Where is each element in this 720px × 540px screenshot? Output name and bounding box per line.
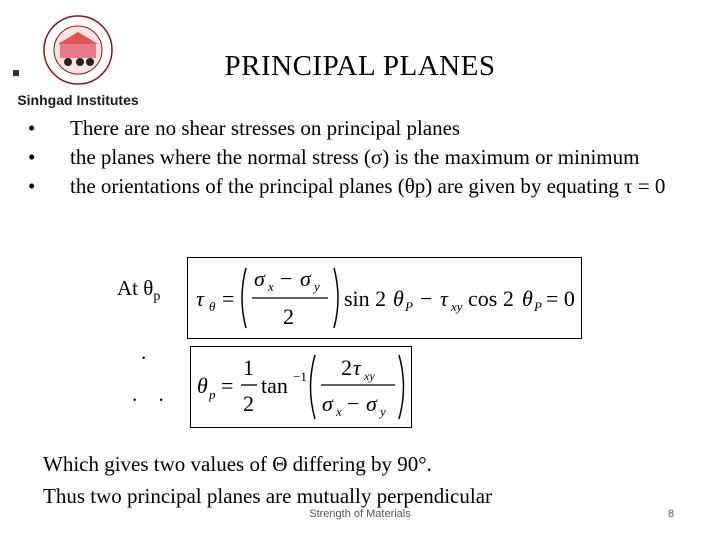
svg-text:τ: τ: [440, 286, 448, 311]
bullet-item: [28, 114, 708, 143]
bullet-text: the orientations of the principal planes (θp) are given by equating τ = 0: [70, 174, 666, 198]
svg-text:2: 2: [341, 355, 352, 380]
continuation-dots: .: [141, 340, 147, 364]
principal-angle-equation: [190, 346, 412, 428]
page-number: 8: [668, 508, 675, 520]
svg-text:σ: σ: [300, 266, 311, 291]
continuation-dots: . .: [132, 382, 172, 406]
svg-text:xy: xy: [364, 369, 375, 383]
svg-text:−: −: [347, 391, 360, 416]
svg-text:τ: τ: [196, 286, 204, 311]
svg-text:θ: θ: [197, 373, 208, 398]
svg-text:P: P: [534, 299, 542, 314]
svg-text:−1: −1: [293, 369, 307, 384]
svg-text:τ: τ: [353, 355, 361, 380]
svg-text:θ: θ: [209, 299, 216, 314]
svg-text:2: 2: [283, 304, 294, 329]
bullet-marker: •: [28, 174, 36, 198]
svg-text:= 0: = 0: [546, 286, 575, 311]
svg-text:sin 2: sin 2: [344, 286, 387, 311]
svg-text:tan: tan: [261, 373, 288, 398]
footer-text: Strength of Materials: [309, 508, 411, 520]
bullet-list: [28, 114, 708, 201]
svg-text:=: =: [221, 373, 234, 398]
bullet-item: [28, 143, 708, 172]
conclusion-line: Which gives two values of Θ differing by 90°.: [43, 452, 432, 476]
svg-text:P: P: [405, 299, 413, 314]
bullet-marker: •: [28, 145, 36, 169]
svg-text:y: y: [314, 279, 320, 294]
svg-text:y: y: [380, 404, 386, 419]
bullet-text: the planes where the normal stress (σ) is the maximum or minimum: [70, 145, 640, 169]
svg-text:xy: xy: [451, 299, 463, 314]
svg-text:σ: σ: [254, 266, 265, 291]
svg-text:2: 2: [243, 391, 254, 416]
bullet-marker: •: [28, 116, 36, 140]
svg-text:σ: σ: [322, 391, 333, 416]
at-theta-label: At $\theta_p$: [117, 276, 161, 305]
svg-text:σ: σ: [366, 391, 377, 416]
logo-text: Sinhgad Institutes: [17, 92, 139, 108]
bullet-text: There are no shear stresses on principal planes: [70, 116, 461, 140]
shear-stress-equation: [187, 257, 582, 339]
institute-logo: [8, 12, 150, 110]
slide-title: PRINCIPAL PLANES: [224, 50, 496, 82]
svg-text:x: x: [268, 279, 274, 294]
svg-text:θ: θ: [522, 286, 533, 311]
svg-text:cos 2: cos 2: [468, 286, 514, 311]
svg-text:θ: θ: [393, 286, 404, 311]
svg-text:−: −: [420, 286, 433, 311]
svg-text:x: x: [336, 404, 342, 419]
svg-text:p: p: [209, 387, 216, 402]
svg-text:1: 1: [243, 355, 254, 380]
bullet-item: [28, 172, 708, 201]
svg-text:−: −: [280, 266, 293, 291]
conclusion-line: Thus two principal planes are mutually perpendicular: [43, 484, 493, 508]
svg-text:=: =: [222, 286, 235, 311]
conclusion-text: [43, 448, 492, 512]
